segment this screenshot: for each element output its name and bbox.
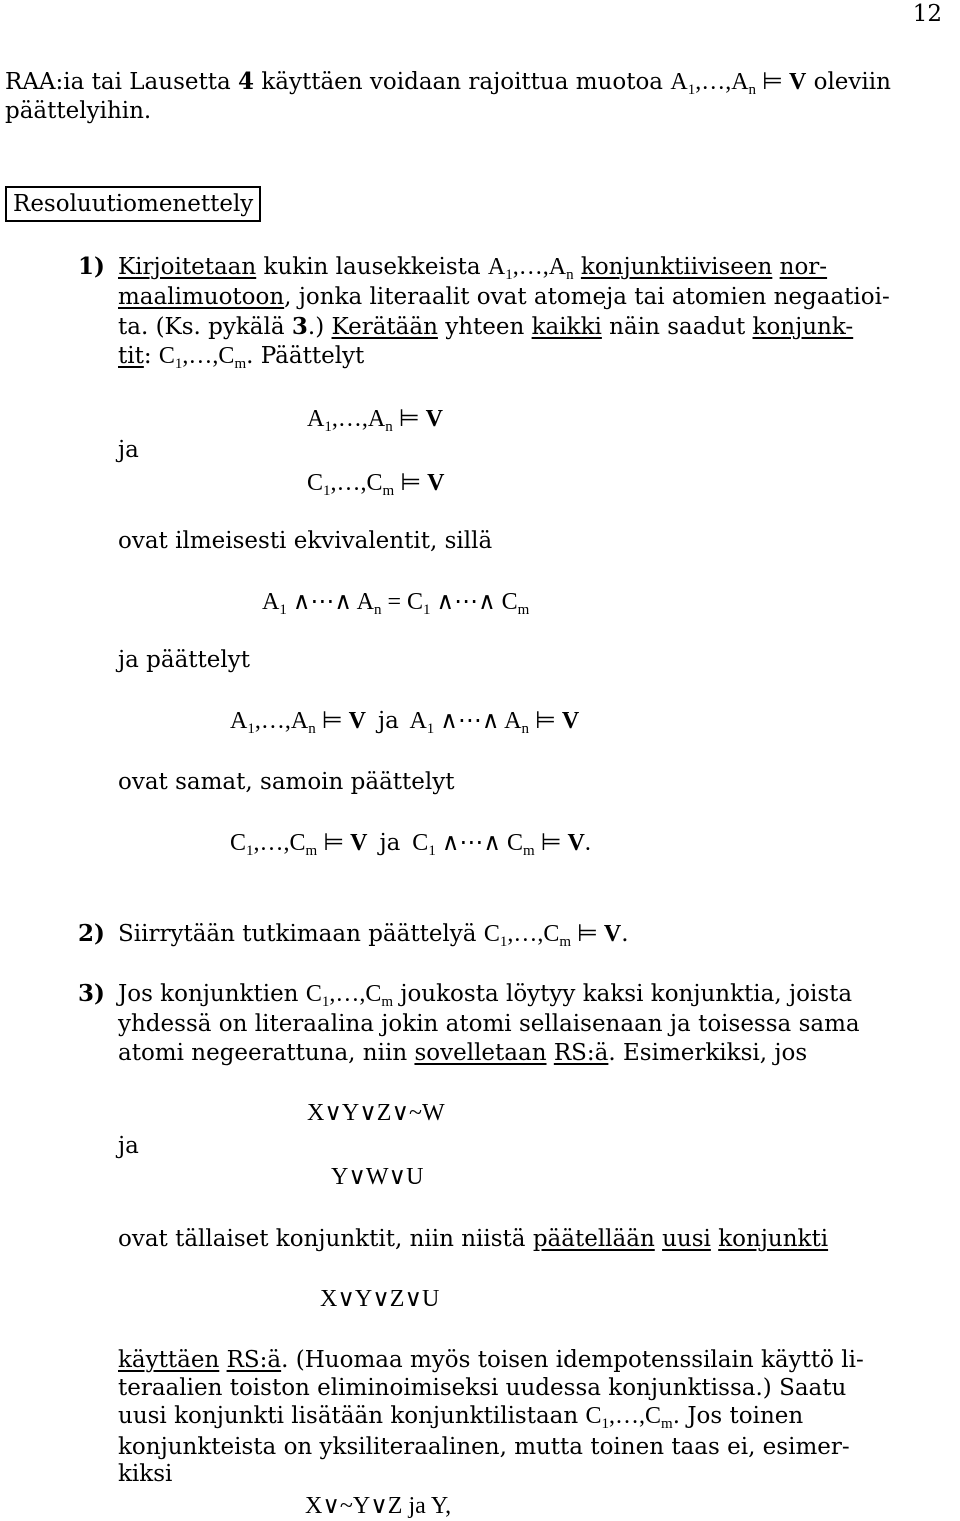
step-1-line-3: ta. (Ks. pykälä 3.) Kerätään yhteen kaikki näin saadut konjunk- xyxy=(118,313,854,340)
step-2-text: Siirrytään tutkimaan päättelyä $C_1,\dots,C_m$ ⊨ V. xyxy=(118,921,629,950)
step-3-line-konjunkteista: konjunkteista on yksiliteraalinen, mutta toinen taas ei, esimer- xyxy=(118,1434,850,1460)
step-1-line-1: Kirjoitetaan kukin lausekkeista $A_1,\dots,A_n$ konjunktiiviseen nor- xyxy=(118,254,828,283)
formula-clause-1: X∨Y∨Z∨~W xyxy=(307,1100,445,1126)
step-3-ja: ja xyxy=(118,1133,139,1159)
page-number: 12 xyxy=(912,1,942,27)
step-2-number: 2) xyxy=(78,920,105,947)
step-3-line-3: atomi negeerattuna, niin sovelletaan RS:ä. Esimerkiksi, jos xyxy=(118,1040,808,1066)
step-1-ja: ja xyxy=(118,437,139,463)
intro-line-1: RAA:ia tai Lausetta 4 käyttäen voidaan rajoittua muotoa $A_1,\dots,A_n$ ⊨ V oleviin xyxy=(5,68,891,98)
step-1-text-samat: ovat samat, samoin päättelyt xyxy=(118,769,455,795)
formula-a-entailments: $A_1,\dots,A_n$ ⊨ V ja $A_1$ ∧⋯∧ $A_n$ ⊨ V xyxy=(230,708,580,737)
step-1-number: 1) xyxy=(78,253,105,280)
step-3-line-uusi: uusi konjunkti lisätään konjunktilistaan $C_1,\dots,C_m$. Jos toinen xyxy=(118,1403,804,1432)
step-3-line-kiksi: kiksi xyxy=(118,1461,173,1487)
step-3-number: 3) xyxy=(78,980,105,1007)
formula-resolvent: X∨Y∨Z∨U xyxy=(320,1286,440,1312)
step-1-text-equivalent: ovat ilmeisesti ekvivalentit, sillä xyxy=(118,528,493,554)
formula-example-clauses: X∨~Y∨Z ja Y, xyxy=(305,1493,452,1519)
step-3-line-teraalien: teraalien toiston eliminoimiseksi uudessa konjunktissa.) Saatu xyxy=(118,1375,847,1401)
formula-c-entailments: $C_1,\dots,C_m$ ⊨ V ja $C_1$ ∧⋯∧ $C_m$ ⊨ V. xyxy=(230,830,591,859)
step-1-line-4: tit: $C_1,\dots,C_m$. Päättelyt xyxy=(118,343,365,372)
intro-line-2: päättelyihin. xyxy=(5,98,152,124)
step-3-text-tallaiset: ovat tällaiset konjunktit, niin niistä päätellään uusi konjunkti xyxy=(118,1226,829,1252)
section-title: Resoluutiomenettely xyxy=(5,186,261,222)
step-3-line-1: Jos konjunktien $C_1,\dots,C_m$ joukosta löytyy kaksi konjunktia, joista xyxy=(118,981,853,1010)
step-3-line-2: yhdessä on literaalina jokin atomi sellaisenaan ja toisessa sama xyxy=(118,1011,860,1037)
formula-a1-an-entails-v: $A_1,\dots,A_n$ ⊨ V xyxy=(307,406,443,435)
formula-conjunction-equality: $A_1$ ∧⋯∧ $A_n = C_1$ ∧⋯∧ $C_m$ xyxy=(262,589,530,618)
step-3-line-kayttaen: käyttäen RS:ä. (Huomaa myös toisen idempotenssilain käyttö li- xyxy=(118,1347,864,1373)
formula-c1-cm-entails-v: $C_1,\dots,C_m$ ⊨ V xyxy=(307,470,445,499)
step-1-line-2: maalimuotoon, jonka literaalit ovat atomeja tai atomien negaatioi- xyxy=(118,284,890,310)
step-1-text-ja-paattelyt: ja päättelyt xyxy=(118,647,250,673)
formula-clause-2: Y∨W∨U xyxy=(331,1164,424,1190)
